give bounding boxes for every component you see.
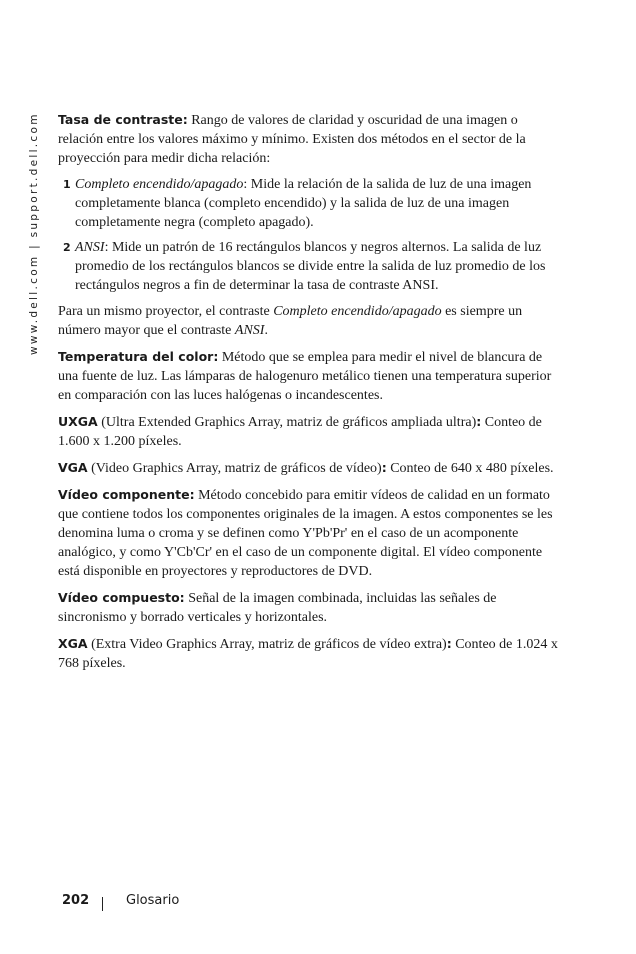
definition-xga-count: Conteo de 1.024 x 768 píxeles. bbox=[58, 637, 558, 671]
entry-vga bbox=[58, 458, 558, 478]
term-colon: : bbox=[476, 414, 482, 429]
glossary-content bbox=[58, 110, 558, 680]
note-text: . bbox=[264, 323, 268, 338]
step-text: : Mide un patrón de 16 rectángulos blancos y negros alternos. La salida de luz promedio de los rectángulos blancos se divide entre la salida de luz promedio de los rectángulos negros a fin de determinar la tasa de contraste ANSI. bbox=[75, 240, 546, 293]
note-text: es siempre un número mayor que el contraste bbox=[58, 304, 523, 338]
list-item bbox=[58, 238, 558, 295]
entry-composite-video bbox=[58, 588, 558, 627]
page-footer bbox=[62, 893, 180, 908]
note-emphasis: Completo encendido/apagado bbox=[273, 304, 442, 319]
definition-uxga: (Ultra Extended Graphics Array, matriz de gráficos ampliada ultra) bbox=[97, 415, 477, 430]
term-xga: XGA bbox=[58, 636, 88, 651]
list-item bbox=[58, 175, 558, 232]
definition-vga: (Video Graphics Array, matriz de gráficos de vídeo) bbox=[87, 461, 382, 476]
page-number: 202 bbox=[62, 893, 90, 908]
footer-section-title: Glosario bbox=[126, 893, 180, 908]
contrast-note bbox=[58, 302, 558, 340]
term-vga: VGA bbox=[58, 460, 88, 475]
entry-contrast bbox=[58, 110, 558, 168]
term-component-video: Vídeo componente: bbox=[58, 487, 195, 502]
entry-component-video bbox=[58, 485, 558, 581]
definition-contrast: Rango de valores de claridad y oscuridad de una imagen o relación entre los valores máximo y mínimo. Existen dos métodos en el sector de la proyección para medir dicha relación: bbox=[58, 113, 526, 166]
definition-xga: (Extra Video Graphics Array, matriz de gráficos de vídeo extra) bbox=[87, 637, 447, 652]
step-label: Completo encendido/apagado bbox=[75, 177, 244, 192]
definition-component-video: Método concebido para emitir vídeos de calidad en un formato que contiene todos los componentes originales de la imagen. A estos componentes se les denomina luma o croma y se definen como Y'Pb'Pr' en el caso de un acomponente analógico, y como Y'Cb'Cr' en el caso de un componente digital. El vídeo componente está disponible en proyectores y reproductores de DVD. bbox=[58, 488, 553, 579]
step-label: ANSI bbox=[75, 240, 105, 255]
entry-xga bbox=[58, 634, 558, 673]
contrast-methods-list bbox=[58, 175, 558, 295]
definition-uxga-count: Conteo de 1.600 x 1.200 píxeles. bbox=[58, 415, 542, 449]
term-colon: : bbox=[446, 636, 452, 651]
term-color-temperature: Temperatura del color: bbox=[58, 349, 219, 364]
definition-color-temperature: Método que se emplea para medir el nivel de blancura de una fuente de luz. Las lámparas de halogenuro metálico tienen una temperatura superior en comparación con las luces halógenas o incandescentes. bbox=[58, 350, 552, 403]
step-number: 2 bbox=[63, 241, 71, 254]
term-contrast: Tasa de contraste: bbox=[58, 112, 188, 127]
note-text: Para un mismo proyector, el contraste bbox=[58, 304, 274, 319]
term-colon: : bbox=[381, 460, 387, 475]
note-emphasis: ANSI bbox=[234, 323, 265, 338]
step-text: : Mide la relación de la salida de luz de una imagen completamente blanca (completo encendido) y la salida de luz de una imagen completamente negra (completo apagado). bbox=[75, 177, 532, 230]
sidebar-url: www.dell.com | support.dell.com bbox=[28, 112, 40, 355]
definition-vga-count: Conteo de 640 x 480 píxeles. bbox=[386, 461, 554, 476]
term-uxga: UXGA bbox=[58, 414, 98, 429]
entry-color-temperature bbox=[58, 347, 558, 405]
definition-composite-video: Señal de la imagen combinada, incluidas las señales de sincronismo y borrado verticales y horizontales. bbox=[58, 591, 497, 625]
footer-divider bbox=[102, 897, 103, 911]
step-number: 1 bbox=[63, 178, 71, 191]
entry-uxga bbox=[58, 412, 558, 451]
term-composite-video: Vídeo compuesto: bbox=[58, 590, 185, 605]
